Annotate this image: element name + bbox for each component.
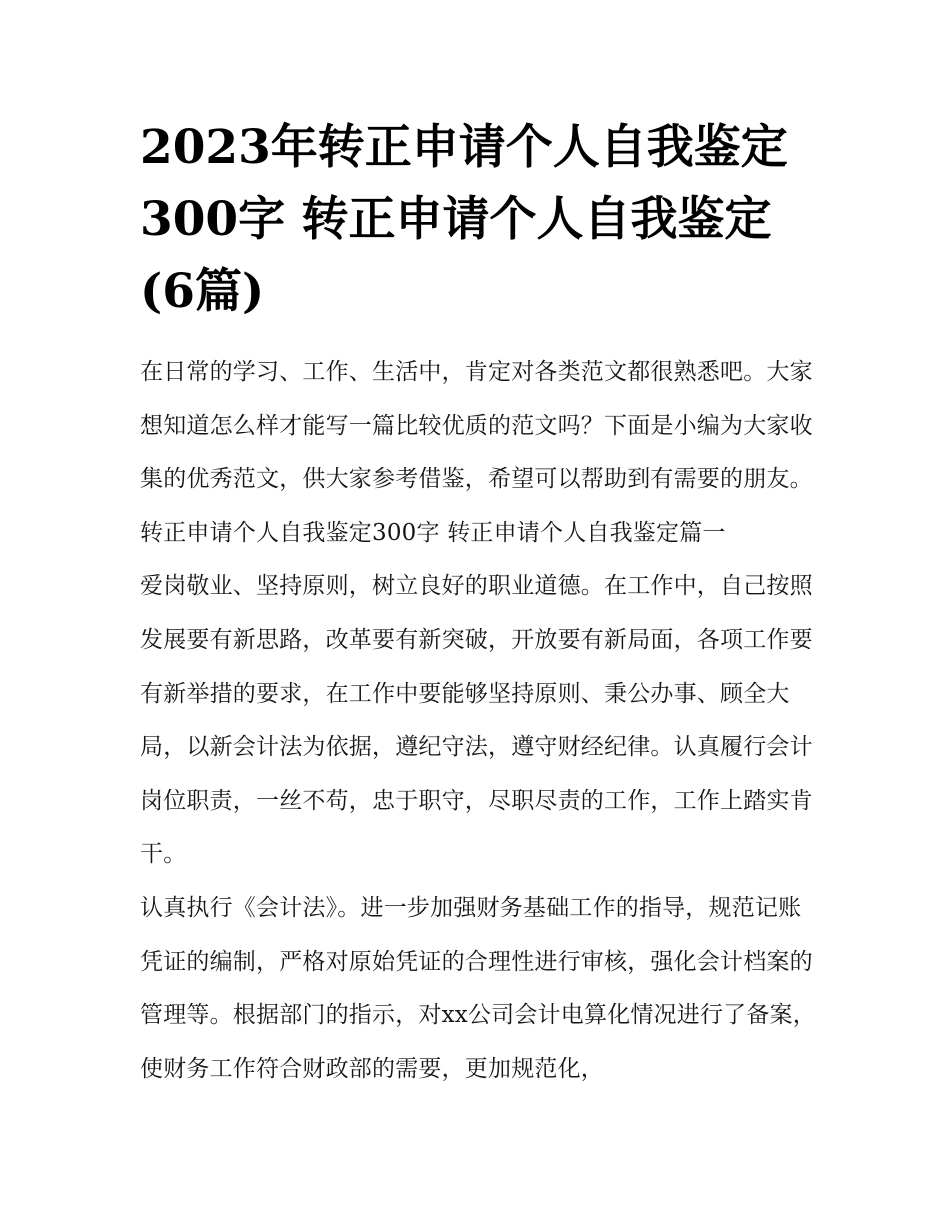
body-paragraph: 认真执行《会计法》。进一步加强财务基础工作的指导，规范记账凭证的编制，严格对原始凭证的合理性进行审核，强化会计档案的管理等。根据部门的指示，对xx公司会计电算化情况进行了备案，使财务工作符合财政部的需要，更加规范化， xyxy=(140,894,816,1082)
intro-paragraph: 在日常的学习、工作、生活中，肯定对各类范文都很熟悉吧。大家想知道怎么样才能写一篇比较优质的范文吗？下面是小编为大家收集的优秀范文，供大家参考借鉴，希望可以帮助到有需要的朋友。 xyxy=(140,359,813,493)
document-page xyxy=(140,112,820,1096)
section-heading: 转正申请个人自我鉴定300字 转正申请个人自我鉴定篇一 xyxy=(140,519,726,546)
body-paragraph: 爱岗敬业、坚持原则，树立良好的职业道德。在工作中，自己按照发展要有新思路，改革要有新突破，开放要有新局面，各项工作要有新举措的要求，在工作中要能够坚持原则、秉公办事、顾全大局，以新会计法为依据，遵纪守法，遵守财经纪律。认真履行会计岗位职责，一丝不苟，忠于职守，尽职尽责的工作，工作上踏实肯干。 xyxy=(140,573,813,868)
document-title: 2023年转正申请个人自我鉴定300字 转正申请个人自我鉴定(6篇) xyxy=(140,120,788,319)
document-body xyxy=(140,346,820,1096)
